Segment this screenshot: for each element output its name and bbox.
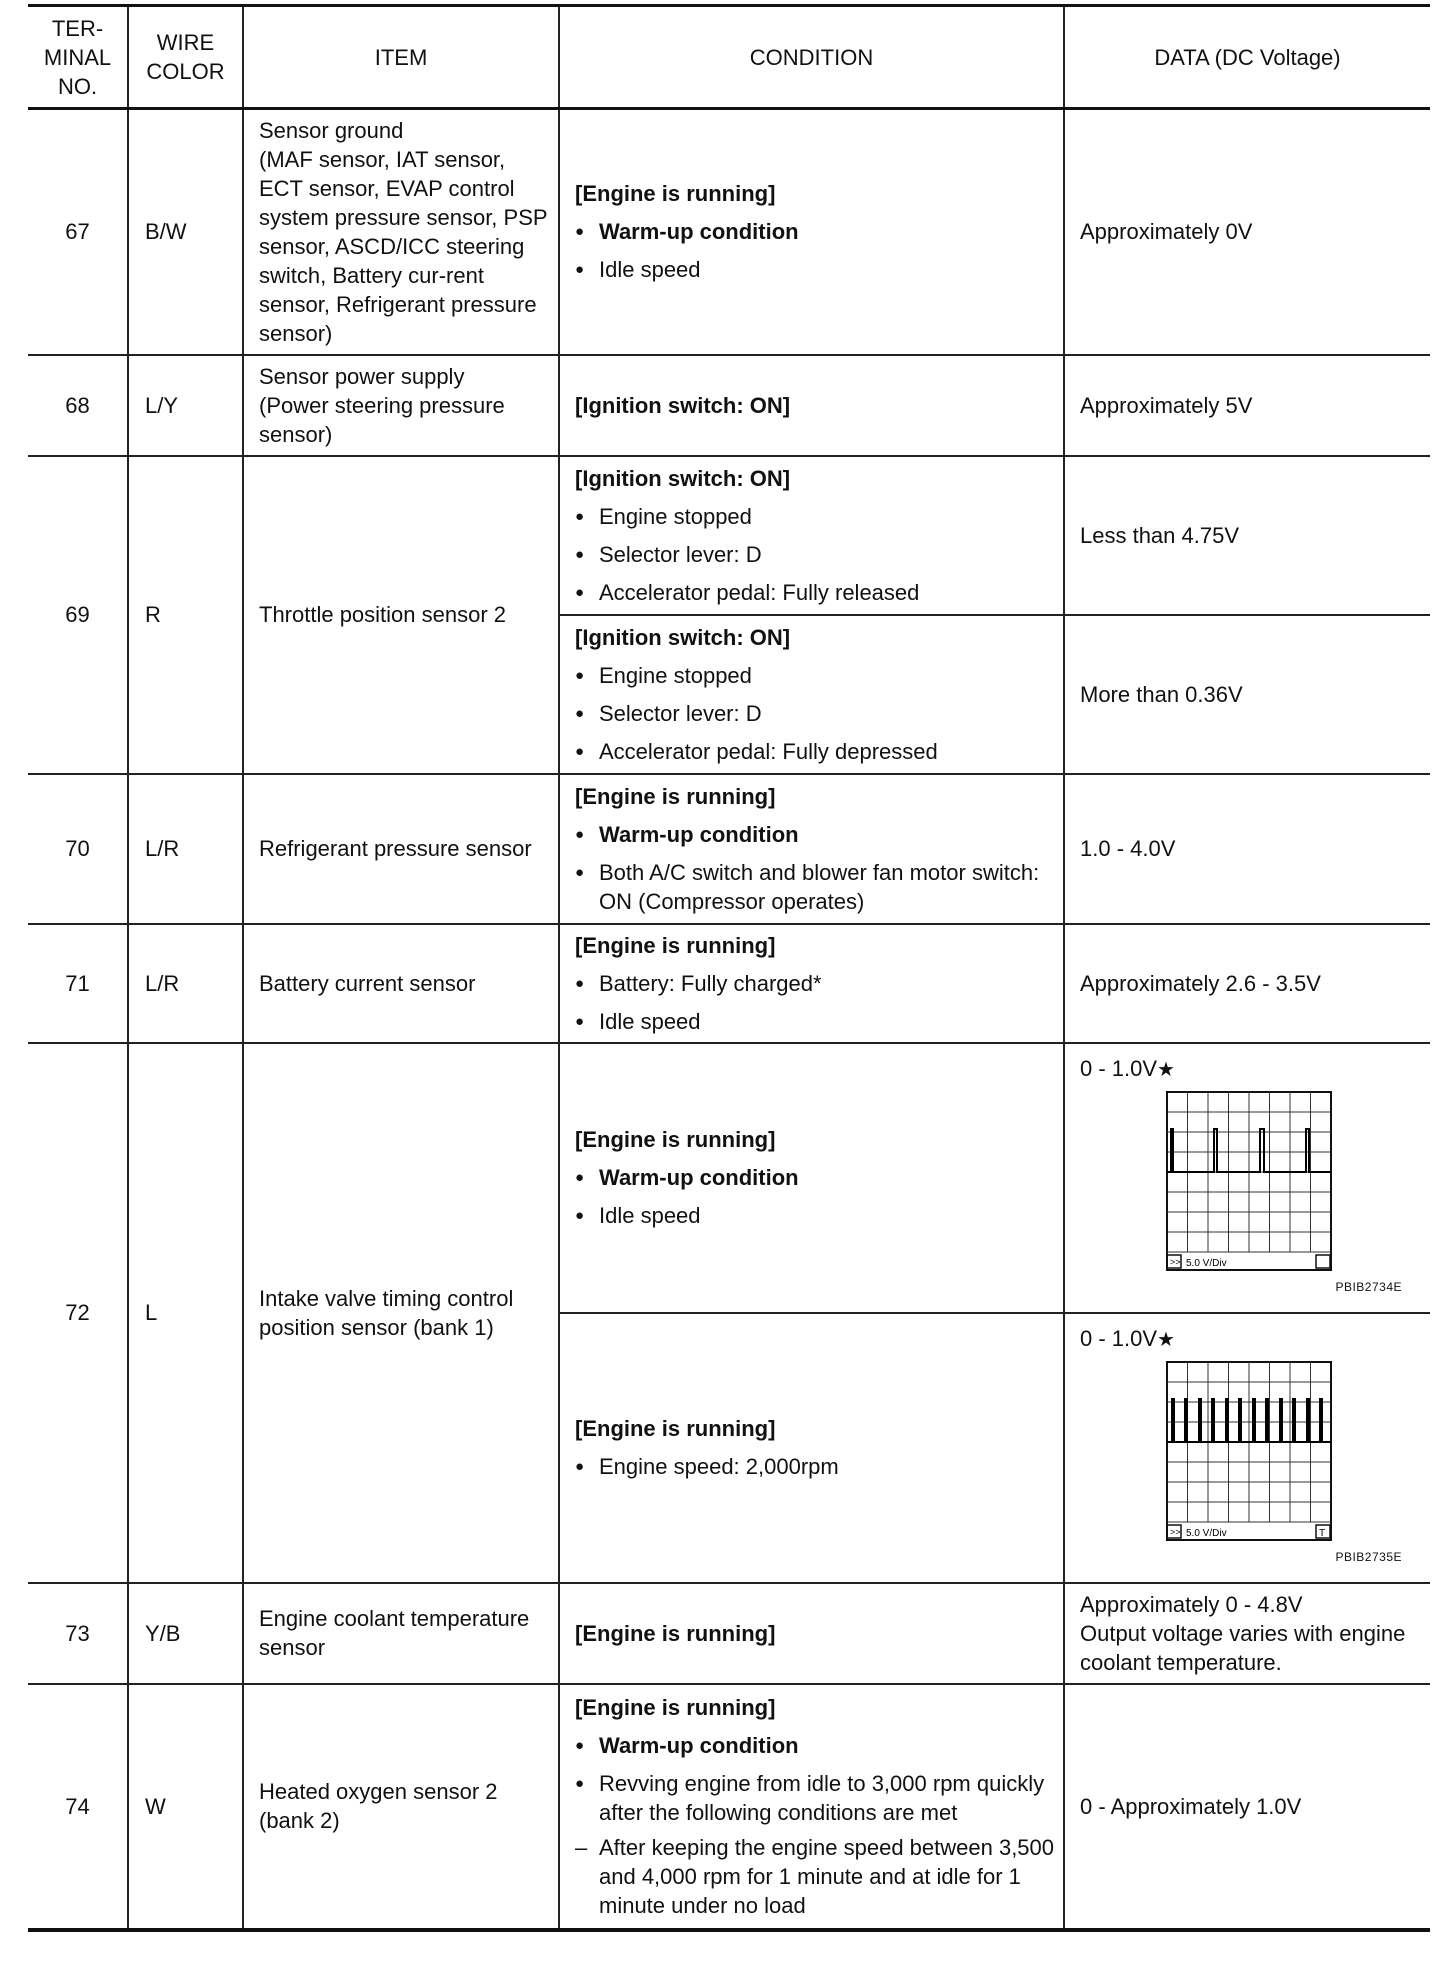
item-description: Sensor power supply (Power steering pressure sensor) [243, 355, 559, 456]
svg-text:T: T [1319, 1527, 1326, 1539]
terminal-no: 69 [28, 456, 128, 774]
bullet-item: ● Accelerator pedal: Fully released [575, 578, 1055, 607]
header-terminal-no: TER- MINAL NO. [28, 6, 128, 109]
terminal-no: 74 [28, 1684, 128, 1930]
condition-cell [559, 924, 1064, 1043]
condition-cell [559, 456, 1064, 615]
bullet-item: ● Engine stopped [575, 661, 1055, 690]
terminal-no: 73 [28, 1583, 128, 1684]
item-description: Heated oxygen sensor 2 (bank 2) [243, 1684, 559, 1930]
figure-code: PBIB2735E [1335, 1549, 1402, 1564]
condition-heading: [Engine is running] [575, 181, 776, 207]
terminal-no: 72 [28, 1043, 128, 1583]
terminal-no: 70 [28, 774, 128, 924]
bullet-item: ● Warm-up condition [575, 1731, 1055, 1760]
bullet-item: ● Engine speed: 2,000rpm [575, 1452, 1055, 1481]
data-value: Approximately 0V [1064, 109, 1430, 355]
bullet-item: ● Warm-up condition [575, 1163, 1055, 1192]
scope-scale-label: 5.0 V/Div [1186, 1257, 1227, 1269]
data-value: 0 - Approximately 1.0V [1064, 1684, 1430, 1930]
svg-text:>>: >> [1170, 1256, 1181, 1267]
bullet-item: ● Idle speed [575, 1007, 1055, 1036]
wire-color: L [128, 1043, 243, 1583]
terminal-no: 71 [28, 924, 128, 1043]
bullet-item: ● Battery: Fully charged* [575, 969, 1055, 998]
terminal-data-sheet [28, 4, 1430, 1932]
condition-heading: [Ignition switch: ON] [575, 392, 791, 418]
header-data: DATA (DC Voltage) [1064, 6, 1430, 109]
data-value: Approximately 5V [1064, 355, 1430, 456]
table-header-row [28, 6, 1430, 109]
table-row [28, 1583, 1430, 1684]
bullet-item: ● Idle speed [575, 1201, 1055, 1230]
bullet-item: ● Engine stopped [575, 502, 1055, 531]
condition-cell [559, 1043, 1064, 1313]
table-row [28, 456, 1430, 615]
data-value: More than 0.36V [1064, 615, 1430, 774]
bullet-item: ● Accelerator pedal: Fully depressed [575, 737, 1055, 766]
bullet-item: ● Idle speed [575, 255, 1055, 284]
condition-heading: [Engine is running] [575, 1416, 776, 1441]
data-value: 0 - 1.0V★ [1080, 1055, 1175, 1081]
star-icon: ★ [1157, 1328, 1175, 1351]
data-value: 0 - 1.0V★ [1080, 1325, 1175, 1351]
data-value: Less than 4.75V [1064, 456, 1430, 615]
condition-cell [559, 109, 1064, 355]
dash-item: – After keeping the engine speed between 3,500 and 4,000 rpm for 1 minute and at idle for 1 minute under no load [575, 1833, 1055, 1920]
condition-heading: [Engine is running] [575, 1127, 776, 1152]
oscilloscope-waveform-2000rpm [1166, 1361, 1334, 1541]
terminal-no: 67 [28, 109, 128, 355]
data-waveform-cell [1064, 1043, 1430, 1313]
bullet-item: ● Warm-up condition [575, 820, 1055, 849]
condition-cell [559, 1583, 1064, 1684]
item-description: Intake valve timing control position sensor (bank 1) [243, 1043, 559, 1583]
header-wire-color: WIRE COLOR [128, 6, 243, 109]
data-value: Approximately 2.6 - 3.5V [1064, 924, 1430, 1043]
data-waveform-cell [1064, 1313, 1430, 1583]
wire-color: Y/B [128, 1583, 243, 1684]
wire-color: B/W [128, 109, 243, 355]
bullet-item: ● Selector lever: D [575, 699, 1055, 728]
wire-color: R [128, 456, 243, 774]
condition-heading: [Engine is running] [575, 932, 776, 958]
table-row [28, 109, 1430, 355]
bullet-item: ● Selector lever: D [575, 540, 1055, 569]
condition-cell [559, 1684, 1064, 1930]
condition-heading: [Engine is running] [575, 783, 776, 809]
star-icon: ★ [1157, 1058, 1175, 1081]
condition-heading: [Ignition switch: ON] [575, 465, 791, 491]
bullet-item: ● Revving engine from idle to 3,000 rpm quickly after the following conditions are met [575, 1769, 1055, 1827]
item-description: Sensor ground (MAF sensor, IAT sensor, ECT sensor, EVAP control system pressure sensor, PSP sensor, ASCD/ICC steering switch, Battery cur-rent sensor, Refrigerant pressure sensor) [243, 109, 559, 355]
svg-text:>>: >> [1170, 1526, 1181, 1537]
item-description: Throttle position sensor 2 [243, 456, 559, 774]
item-description: Engine coolant temperature sensor [243, 1583, 559, 1684]
table-row [28, 774, 1430, 924]
data-value: 1.0 - 4.0V [1064, 774, 1430, 924]
condition-heading: [Ignition switch: ON] [575, 624, 791, 650]
data-value: Approximately 0 - 4.8V Output voltage varies with engine coolant temperature. [1064, 1583, 1430, 1684]
wire-color: L/R [128, 924, 243, 1043]
ecm-terminal-table [28, 4, 1430, 1932]
wire-color: W [128, 1684, 243, 1930]
condition-heading: [Engine is running] [575, 1620, 776, 1646]
condition-cell [559, 355, 1064, 456]
header-condition: CONDITION [559, 6, 1064, 109]
item-description: Battery current sensor [243, 924, 559, 1043]
condition-heading: [Engine is running] [575, 1694, 776, 1720]
item-description: Refrigerant pressure sensor [243, 774, 559, 924]
wire-color: L/Y [128, 355, 243, 456]
header-item: ITEM [243, 6, 559, 109]
condition-cell [559, 774, 1064, 924]
table-row [28, 355, 1430, 456]
table-row [28, 1684, 1430, 1930]
oscilloscope-waveform-idle [1166, 1091, 1334, 1271]
bullet-item: ● Both A/C switch and blower fan motor switch: ON (Compressor operates) [575, 858, 1055, 916]
figure-code: PBIB2734E [1335, 1279, 1402, 1294]
condition-cell [559, 1313, 1064, 1583]
condition-cell [559, 615, 1064, 774]
wire-color: L/R [128, 774, 243, 924]
terminal-no: 68 [28, 355, 128, 456]
table-row [28, 924, 1430, 1043]
scope-scale-label: 5.0 V/Div [1186, 1527, 1227, 1539]
bullet-item: ● Warm-up condition [575, 217, 1055, 246]
table-row [28, 1043, 1430, 1313]
